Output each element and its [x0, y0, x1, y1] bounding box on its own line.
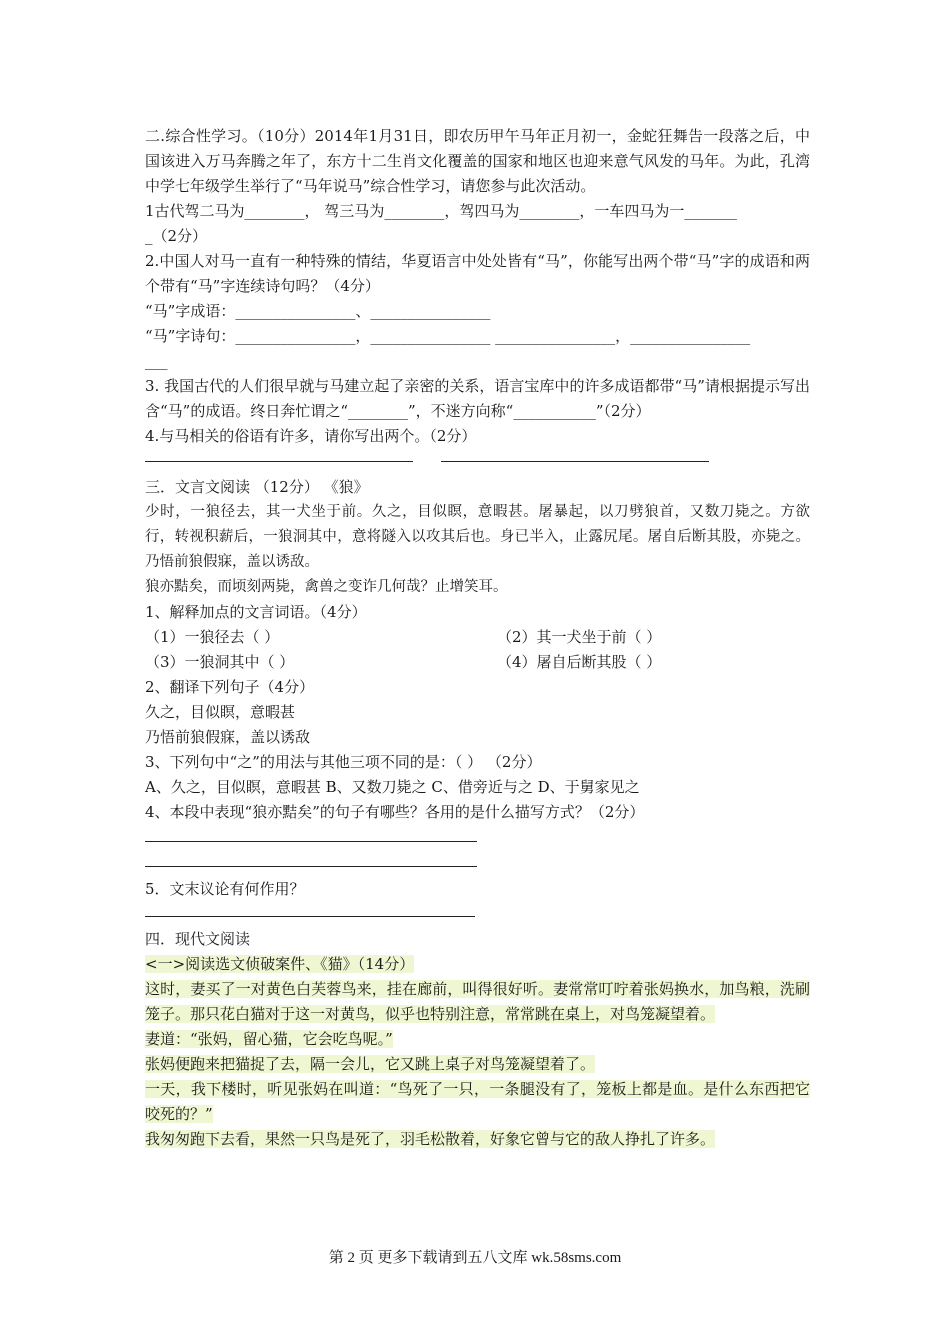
sec4-para-1: [145, 977, 810, 1027]
sec3-q3: 3、下列句中“之”的用法与其他三项不同的是：（ ） （2分）: [145, 753, 542, 771]
answer-line: [145, 902, 475, 917]
sec4-para-4: [145, 1077, 810, 1127]
sec4-subheading: [145, 952, 810, 977]
sec3-q1-row1: [145, 625, 810, 650]
sec4-para-5: [145, 1127, 810, 1152]
answer-line: [145, 461, 413, 462]
answer-line: [145, 842, 477, 867]
sec2-q4-answer-lines: [145, 449, 810, 475]
sec3-q1-item2: （2）其一犬坐于前（ ）: [497, 628, 662, 646]
sec2-q4: 4.与马相关的俗语有许多，请你写出两个。（2分）: [145, 427, 477, 445]
answer-line: [441, 461, 709, 462]
sec3-q5: 5．文末议论有何作用？: [145, 880, 305, 898]
sec4-para-2: [145, 1027, 810, 1052]
sec4-heading: 四．现代文阅读: [145, 930, 251, 948]
sec4-subheading-text: <一>阅读选文侦破案件、《猫》（14分）: [145, 955, 415, 973]
sec3-q2-sentence2: 乃悟前狼假寐，盖以诱敌: [145, 728, 311, 746]
sec2-q2-poem: “马”字诗句：________________，________________ ________________，________________: [145, 327, 751, 345]
sec2-q2-idiom: “马”字成语：________________、________________: [145, 302, 491, 320]
sec3-q4: 4、本段中表现“狼亦黠矣”的句子有哪些？各用的是什么描写方式？（2分）: [145, 803, 645, 821]
sec4-para-2-text: 妻道：“张妈，留心猫，它会吃鸟呢。”: [145, 1030, 393, 1048]
sec3-q1-item4: （4）屠自后断其股（ ）: [497, 653, 662, 671]
sec4-para-1-text: 这时，妻买了一对黄色白芙蓉鸟来，挂在廊前，叫得很好听。妻常常叮咛着张妈换水，加鸟粮，洗刷笼子。那只花白猫对于这一对黄鸟，似乎也特别注意，常常跳在桌上，对鸟笼凝望着。: [145, 980, 810, 1023]
sec3-q1-item3: （3）一狼洞其中（ ）: [145, 653, 295, 671]
sec3-q1: 1、解释加点的文言词语。（4分）: [145, 603, 367, 621]
sec3-q2-sentence1: 久之，目似瞑，意暇甚: [145, 703, 296, 721]
sec3-passage-2: 狼亦黠矣，而顷刻两毙，禽兽之变诈几何哉？止增笑耳。: [145, 579, 508, 595]
document-body: [145, 124, 810, 1152]
sec2-q3: 3. 我国古代的人们很早就与马建立起了亲密的关系，语言宝库中的许多成语都带“马”请根据提示写出含“马”的成语。终日奔忙谓之“________”，不迷方向称“___________”（2分）: [145, 377, 810, 420]
sec3-passage-1: 少时，一狼径去，其一犬坐于前。久之，目似瞑，意暇甚。屠暴起，以刀劈狼首，又数刀毙之。方欲行，转视积薪后，一狼洞其中，意将隧入以攻其后也。身已半入，止露尻尾。屠自后断其股，亦毙之。乃悟前狼假寐，盖以诱敌。: [145, 504, 810, 570]
sec4-para-3: [145, 1052, 810, 1077]
sec2-intro: 二.综合性学习。（10分）2014年1月31日，即农历甲午马年正月初一，金蛇狂舞告一段落之后，中国该进入万马奔腾之年了，东方十二生肖文化覆盖的国家和地区也迎来意气风发的马年。为此，孔湾中学七年级学生举行了“马年说马”综合性学习，请您参与此次活动。: [145, 127, 810, 195]
sec2-q1-line2: _（2分）: [145, 227, 208, 245]
sec3-q3-options: A、久之，目似瞑，意暇甚 B、又数刀毙之 C、借旁近与之 D、于舅家见之: [145, 778, 640, 796]
sec3-q1-row2: [145, 650, 810, 675]
sec4-para-3-text: 张妈便跑来把猫捉了去，隔一会儿，它又跳上桌子对鸟笼凝望着了。: [145, 1055, 596, 1073]
sec3-q1-item1: （1）一狼径去（ ）: [145, 628, 280, 646]
sec2-q1-line1: 1古代驾二马为________， 驾三马为________，驾四马为________，一车四马为一_______: [145, 202, 737, 220]
page-footer: 第 2 页 更多下载请到五八文库 wk.58sms.com: [328, 1250, 622, 1266]
answer-line: [145, 825, 477, 842]
sec4-para-5-text: 我匆匆跑下去看，果然一只鸟是死了，羽毛松散着，好象它曾与它的敌人挣扎了许多。: [145, 1130, 716, 1148]
sec2-q2: 2.中国人对马一直有一种特殊的情结，华夏语言中处处皆有“马”，你能写出两个带“马”字的成语和两个带有“马”字连续诗句吗？（4分）: [145, 252, 810, 295]
sec2-q2-poem-tail: ___: [145, 352, 168, 370]
sec3-heading: 三．文言文阅读 （12分） 《狼》: [145, 478, 369, 496]
sec4-para-4-text: 一天，我下楼时，听见张妈在叫道：“鸟死了一只，一条腿没有了，笼板上都是血。是什么东西把它咬死的？”: [145, 1080, 810, 1123]
sec3-q2: 2、翻译下列句子（4分）: [145, 678, 315, 696]
